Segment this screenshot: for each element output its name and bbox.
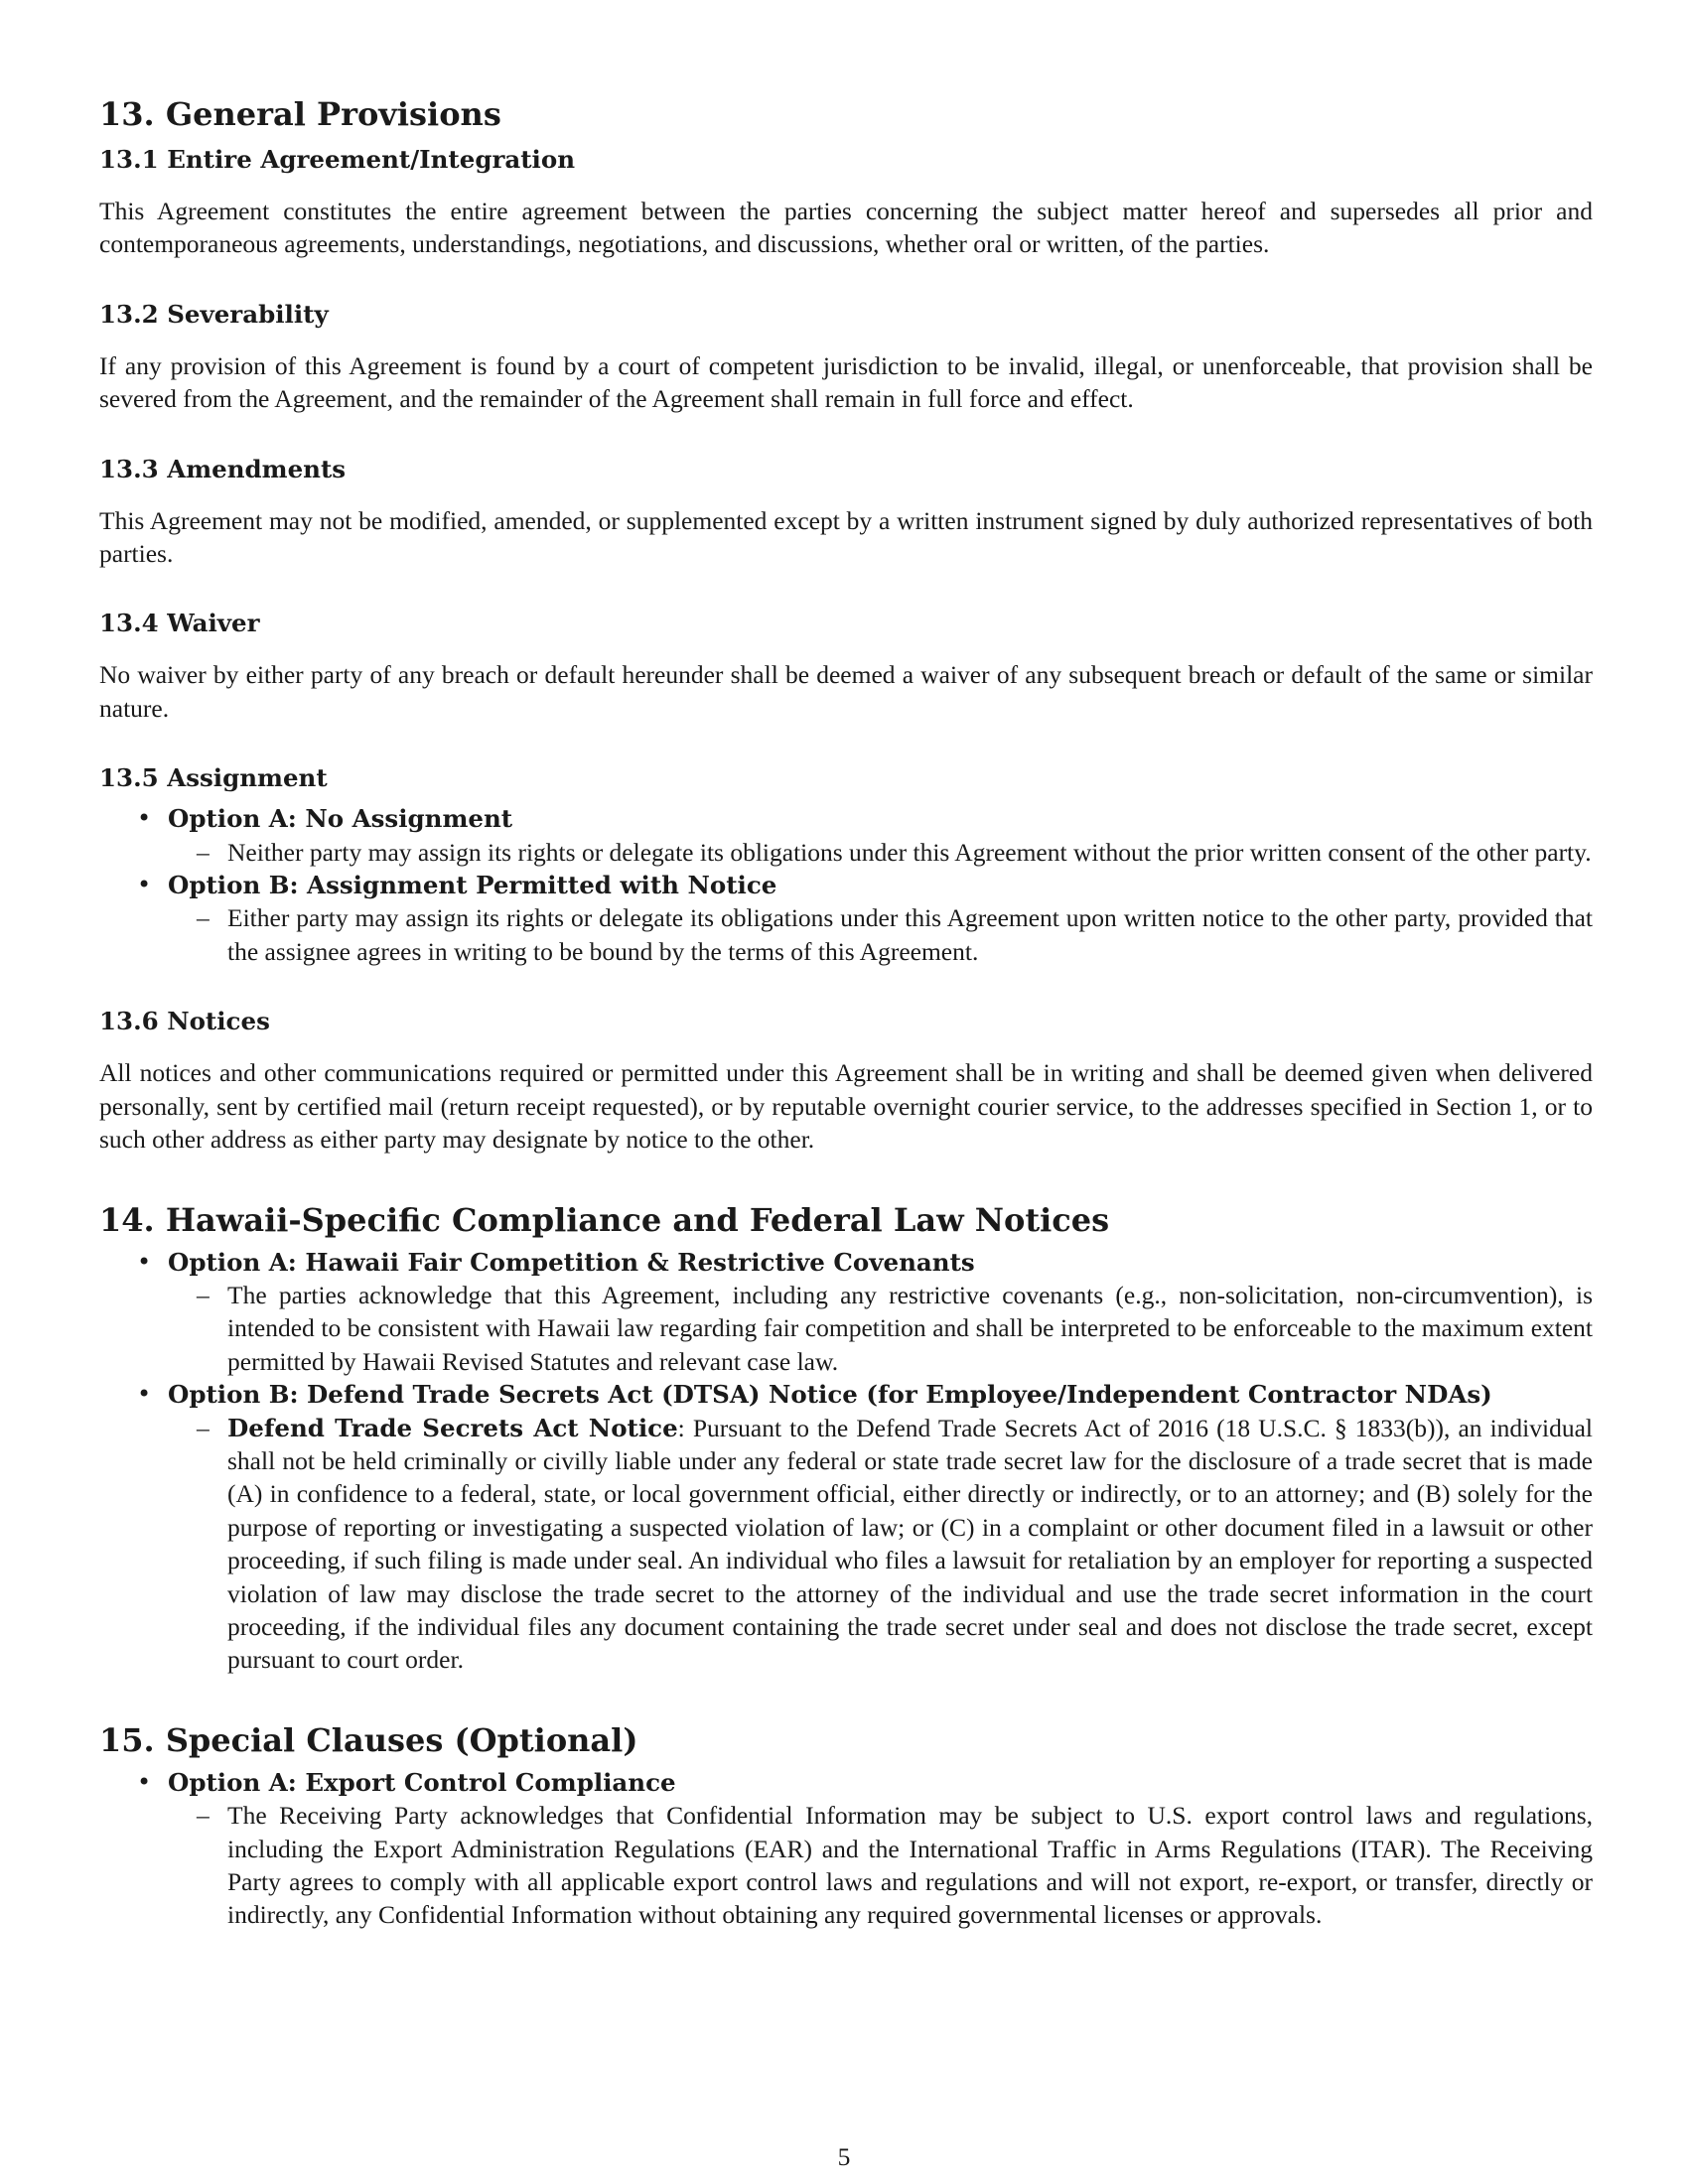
dtsa-notice-lead: Defend Trade Secrets Act Notice bbox=[227, 1413, 678, 1442]
sub-list-item bbox=[168, 1799, 1593, 1932]
section-13-6-text: All notices and other communications required or permitted under this Agreement shall be in writing and shall be deemed given when delivered personally, sent by certified mail (return receipt requested), or by reputable overnight courier service, to the addresses specified in Section 1, or to such other address as either party may designate by notice to the other. bbox=[99, 1058, 1593, 1155]
dash-icon: – bbox=[197, 837, 210, 867]
sub-list-item bbox=[168, 1412, 1593, 1677]
option-a-title: Option A: Hawaii Fair Competition & Restrictive Covenants bbox=[168, 1247, 975, 1277]
sub-list-item bbox=[168, 836, 1593, 869]
section-13-5-heading: 13.5 Assignment bbox=[99, 763, 328, 793]
dash-icon: – bbox=[197, 1280, 210, 1309]
section-14-heading: 14. Hawaii-Specific Compliance and Federal Law Notices bbox=[99, 1200, 1110, 1239]
section-13-4-text: No waiver by either party of any breach or default hereunder shall be deemed a waiver of any subsequent breach or default of the same or similar nature. bbox=[99, 660, 1593, 723]
option-a-text: Neither party may assign its rights or delegate its obligations under this Agreement without the prior written consent of the other party. bbox=[227, 837, 1592, 867]
section-13-2-heading: 13.2 Severability bbox=[99, 299, 329, 329]
section-13-heading: 13. General Provisions bbox=[99, 95, 501, 133]
section-13-6-heading: 13.6 Notices bbox=[99, 1007, 270, 1036]
assignment-options-list bbox=[99, 802, 1593, 968]
dtsa-notice-text bbox=[227, 1412, 1593, 1677]
bullet-icon: • bbox=[137, 871, 152, 899]
list-item bbox=[99, 1766, 1593, 1932]
list-item bbox=[99, 869, 1593, 968]
bullet-icon: • bbox=[137, 804, 152, 833]
option-b-title: Option B: Assignment Permitted with Notice bbox=[168, 871, 777, 900]
section-13-4-heading: 13.4 Waiver bbox=[99, 609, 260, 638]
section-13-3-text: This Agreement may not be modified, amended, or supplemented except by a written instrument signed by duly authorized representatives of both parties. bbox=[99, 505, 1593, 569]
page-number: 5 bbox=[837, 2142, 851, 2171]
dash-icon: – bbox=[197, 1413, 210, 1442]
dash-icon: – bbox=[197, 1801, 210, 1831]
section-13-1-text: This Agreement constitutes the entire agreement between the parties concerning the subject matter hereof and supersedes all prior and contemporaneous agreements, understandings, negotiations, and discussions, whether oral or written, of the parties. bbox=[99, 197, 1593, 259]
section-13-1-heading: 13.1 Entire Agreement/Integration bbox=[99, 145, 576, 174]
option-b-text: Either party may assign its rights or delegate its obligations under this Agreement upon written notice to the other party, provided that the assignee agrees in writing to be bound by the terms of this Agreement. bbox=[227, 903, 1593, 966]
bullet-icon: • bbox=[137, 1767, 152, 1796]
special-clauses-list bbox=[99, 1766, 1593, 1932]
bullet-icon: • bbox=[137, 1247, 152, 1276]
option-a-title: Option A: Export Control Compliance bbox=[168, 1767, 676, 1797]
option-a-title: Option A: No Assignment bbox=[168, 804, 513, 834]
section-15-heading: 15. Special Clauses (Optional) bbox=[99, 1720, 638, 1759]
bullet-icon: • bbox=[137, 1380, 152, 1409]
compliance-options-list bbox=[99, 1246, 1593, 1677]
dtsa-notice-body: : Pursuant to the Defend Trade Secrets Act of 2016 (18 U.S.C. § 1833(b)), an individual shall not be held criminally or civilly liable under any federal or state trade secret law for the disclosure of a trade secret that is made (A) in confidence to a federal, state, or local government official, either directly or indirectly, or to an attorney; and (B) solely for the purpose of reporting or investigating a suspected violation of law; or (C) in a complaint or other document filed in a lawsuit or other proceeding, if such filing is made under seal. An individual who files a lawsuit for retaliation by an employer for reporting a suspected violation of law may disclose the trade secret to the attorney of the individual and use the trade secret information in the court proceeding, if the individual files any document containing the trade secret under seal and does not disclose the trade secret, except pursuant to court order. bbox=[227, 1413, 1593, 1675]
sub-list-item bbox=[168, 1279, 1593, 1378]
option-a-text: The Receiving Party acknowledges that Confidential Information may be subject to U.S. export control laws and regulations, including the Export Administration Regulations (EAR) and the International Traffic in Arms Regulations (ITAR). The Receiving Party agrees to comply with all applicable export control laws and regulations and will not export, re-export, or transfer, directly or indirectly, any Confidential Information without obtaining any required governmental licenses or approvals. bbox=[227, 1801, 1593, 1930]
list-item bbox=[99, 802, 1593, 869]
dash-icon: – bbox=[197, 903, 210, 933]
document-page bbox=[99, 94, 1593, 1932]
section-13-2-text: If any provision of this Agreement is found by a court of competent jurisdiction to be invalid, illegal, or unenforceable, that provision shall be severed from the Agreement, and the remainder of the Agreement shall remain in full force and effect. bbox=[99, 350, 1593, 414]
sub-list-item bbox=[168, 901, 1593, 968]
option-a-text: The parties acknowledge that this Agreement, including any restrictive covenants (e.g., non-solicitation, non-circumvention), is intended to be consistent with Hawaii law regarding fair competition and shall be interpreted to be enforceable to the maximum extent permitted by Hawaii Revised Statutes and relevant case law. bbox=[227, 1280, 1593, 1376]
option-b-title: Option B: Defend Trade Secrets Act (DTSA) Notice (for Employee/Independent Contractor NDAs) bbox=[168, 1380, 1492, 1410]
list-item bbox=[99, 1378, 1593, 1677]
section-13-3-heading: 13.3 Amendments bbox=[99, 454, 347, 483]
list-item bbox=[99, 1246, 1593, 1379]
